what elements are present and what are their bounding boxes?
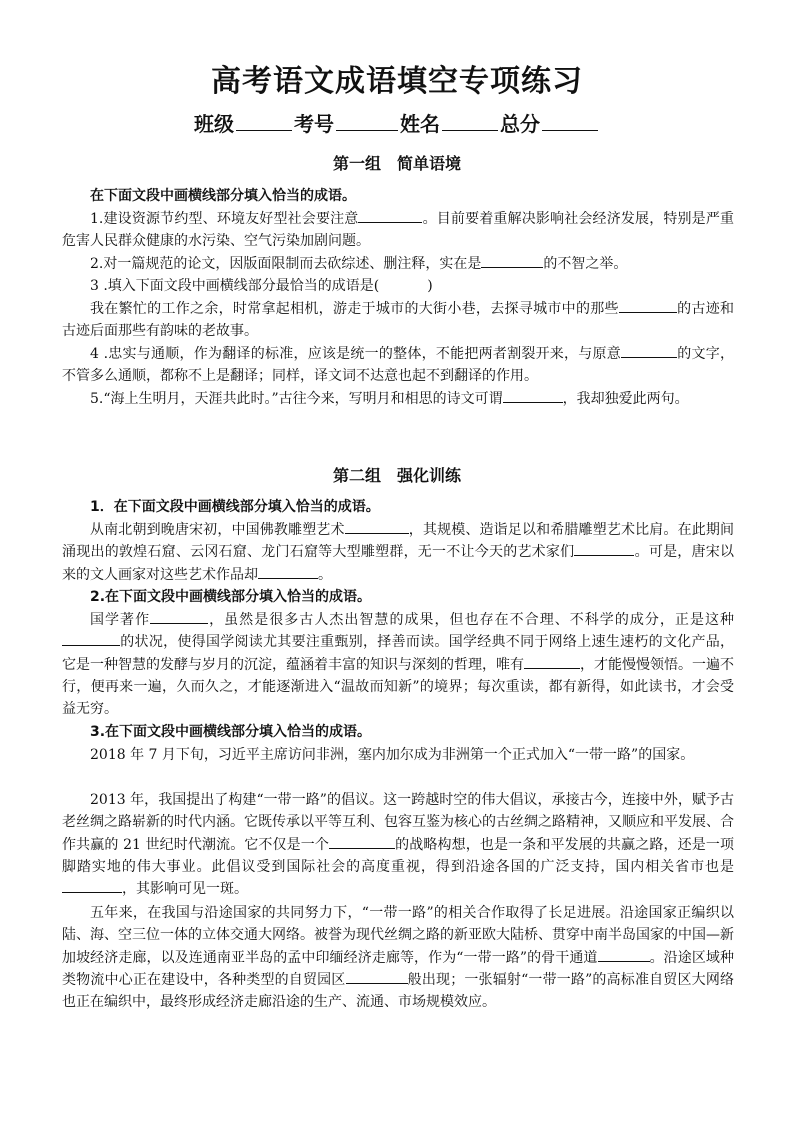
answer-blank xyxy=(345,519,409,534)
answer-blank xyxy=(258,564,318,579)
q5-text-b: ，我却独爱此两句。 xyxy=(562,391,689,407)
p1-text-a: 从南北朝到晚唐宋初，中国佛教雕塑艺术 xyxy=(90,522,345,538)
question-5 xyxy=(62,388,734,410)
q5-text-a: 5.“海上生明月，天涯共此时。”古往今来，写明月和相思的诗文可谓 xyxy=(90,391,503,407)
answer-blank xyxy=(503,388,563,403)
answer-blank xyxy=(150,609,208,624)
p4-text-a: 2013 年，我国提出了构建“一带一路”的倡议。这一跨越时空的伟大倡议，承接古今，连接中外，赋予古老丝绸之路崭新的时代内涵。它既传承以平等互利、包容互鉴为核心的古丝绸之路精神，又顺应和平发展、合作共赢的 21 世纪时代潮流。它不仅是一个 xyxy=(62,792,734,853)
question-3 xyxy=(62,275,734,297)
group2-passage-2 xyxy=(62,609,734,720)
answer-blank xyxy=(329,834,395,849)
page-title: 高考语文成语填空专项练习 xyxy=(211,64,583,99)
group2-instruction-3: 3.在下面文段中画横线部分填入恰当的成语。 xyxy=(90,724,372,740)
p4-text-c: ，其影响可见一斑。 xyxy=(122,881,248,898)
q2-text-a: 2.对一篇规范的论文，因版面限制而去砍综述、删注释，实在是 xyxy=(90,256,482,272)
group1-title: 第一组 简单语境 xyxy=(332,154,461,173)
group2-instruction-2: 2.在下面文段中画横线部分填入恰当的成语。 xyxy=(90,589,372,605)
p2-text-d: ，才能慢慢领悟。一遍不行，便再来一遍，久而久之，才能逐渐进入“温故而知新”的境界；每次重读，都有新得，如此读书，才会受益无穷。 xyxy=(62,656,734,718)
p2-text-a: 国学著作 xyxy=(90,612,151,628)
q3-text-a: 3 .填入下面文段中画横线部分最恰当的成语是( xyxy=(90,278,380,294)
answer-blank xyxy=(358,208,422,223)
q3-passage-a: 我在繁忙的工作之余，时常拿起相机，游走于城市的大街小巷，去探寻城市中的那些 xyxy=(90,301,619,317)
p2-text-b: ，虽然是很多古人杰出智慧的成果，但也存在不合理、不科学的成分，正是这种 xyxy=(208,612,735,628)
name-blank xyxy=(442,110,498,131)
q4-text-b: 的文字，不管多么通顺，都称不上是翻译；同样，译文词不达意也起不到翻译的作用。 xyxy=(62,346,735,385)
student-info-line xyxy=(0,110,794,138)
q3-passage-b: 的古迹和古迹后面那些有韵味的老故事。 xyxy=(62,301,734,340)
question-3-passage xyxy=(62,298,734,343)
p5-text-c: 般出现；一张辐射“一带一路”的高标准自贸区大网络也正在编织中，最终形成经济走廊沿途的生产、流通、市场规模效应。 xyxy=(62,971,734,1011)
q3-text-b: ) xyxy=(427,278,433,294)
name-label: 姓名 xyxy=(400,112,440,136)
answer-blank xyxy=(574,541,634,556)
class-blank xyxy=(236,110,292,131)
q2-text-b: 的不智之举。 xyxy=(543,256,628,272)
group2-title: 第二组 强化训练 xyxy=(332,466,461,485)
answer-blank xyxy=(346,969,408,984)
score-label: 总分 xyxy=(500,112,540,136)
group1-instruction: 在下面文段中画横线部分填入恰当的成语。 xyxy=(90,188,356,204)
p2-text-c: 的状况，使得国学阅读尤其要注重甄别，择善而读。国学经典不同于网络上速生速朽的文化产品，它是一种智慧的发酵与岁月的沉淀，蕴涵着丰富的知识与深刻的哲理，唯有 xyxy=(62,634,734,673)
p1-text-c: 。可是，唐宋以来的文人画家对这些艺术作品却 xyxy=(62,544,735,583)
group2-passage-4 xyxy=(62,789,734,900)
p1-text-b: ，其规模、造诣足以和希腊雕塑艺术比肩。在此期间涌现出的敦煌石窟、云冈石窟、龙门石窟等大型雕塑群，无一不让今天的艺术家们 xyxy=(62,522,735,561)
score-blank xyxy=(542,110,598,131)
class-label: 班级 xyxy=(194,112,234,136)
answer-blank xyxy=(524,654,580,669)
group2-passage-1 xyxy=(62,519,734,586)
number-blank xyxy=(336,110,398,131)
p5-text-a: 五年来，在我国与沿途国家的共同努力下，“一带一路”的相关合作取得了长足进展。沿途国家正编织以陆、海、空三位一体的立体交通大网络。被誉为现代丝绸之路的新亚欧大陆桥、贯穿中南半岛国家的中国—新加坡经济走廊，以及连通南亚半岛的孟中印缅经济走廊等，作为“一带一路”的骨干通道 xyxy=(62,905,734,966)
question-1 xyxy=(62,208,734,253)
group2-passage-3: 2018 年 7 月下旬，习近平主席访问非洲，塞内加尔成为非洲第一个正式加入“一带一路”的国家。 xyxy=(90,747,695,763)
answer-blank xyxy=(621,343,677,358)
q1-text-b: 。目前要着重解决影响社会经济发展，特别是严重危害人民群众健康的水污染、空气污染加剧问题。 xyxy=(62,211,734,250)
number-label: 考号 xyxy=(294,112,334,136)
question-2 xyxy=(62,253,734,275)
answer-blank xyxy=(62,631,120,646)
answer-blank xyxy=(619,298,677,313)
p1-text-d: 。 xyxy=(318,566,332,583)
p5-text-b: 。沿途区域种类物流中心正在建设中，各种类型的自贸园区 xyxy=(62,949,735,988)
answer-blank xyxy=(481,253,543,268)
group2-passage-5 xyxy=(62,902,734,1013)
q4-text-a: 4 .忠实与通顺，作为翻译的标准，应该是统一的整体，不能把两者割裂开来，与原意 xyxy=(90,346,622,362)
answer-blank xyxy=(598,947,650,962)
group2-instruction-1: 1．在下面文段中画横线部分填入恰当的成语。 xyxy=(90,499,380,515)
answer-blank xyxy=(62,878,122,893)
p4-text-b: 的战略构想，也是一条和平发展的共赢之路，还是一项脚踏实地的伟大事业。此倡议受到国际社会的高度重视，得到沿途各国的广泛支持，国内相关省市也是 xyxy=(62,836,735,875)
question-4 xyxy=(62,343,734,388)
q1-text-a: 1.建设资源节约型、环境友好型社会要注意 xyxy=(90,211,359,227)
